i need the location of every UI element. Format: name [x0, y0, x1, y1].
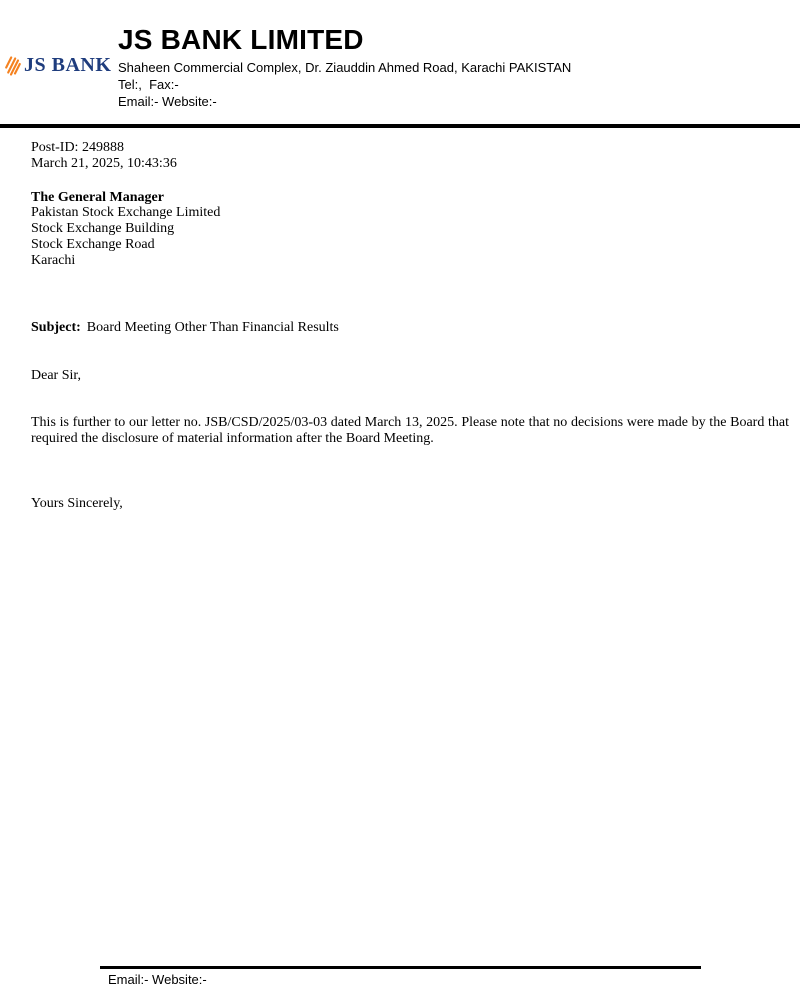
salutation: Dear Sir, [31, 368, 81, 384]
letter-meta [31, 140, 789, 172]
header-address: Shaheen Commercial Complex, Dr. Ziauddin Ahmed Road, Karachi PAKISTAN [118, 60, 572, 75]
post-id: Post-ID: 249888 [31, 140, 124, 155]
recipient-name: The General Manager [31, 189, 164, 205]
subject-text: Board Meeting Other Than Financial Results [86, 319, 339, 335]
letterhead [0, 0, 800, 110]
subject-label: Subject: [31, 319, 81, 335]
letterhead-text [118, 22, 571, 110]
closing: Yours Sincerely, [31, 495, 123, 511]
letter-content [0, 128, 800, 512]
jsbank-logo-text: JS BANK [24, 53, 112, 76]
recipient-line: Stock Exchange Road [31, 236, 155, 252]
subject-line [31, 320, 789, 336]
recipient-address [31, 190, 789, 269]
page-title: JS BANK LIMITED [118, 24, 364, 55]
footer-divider [100, 966, 701, 969]
recipient-line: Pakistan Stock Exchange Limited [31, 205, 221, 221]
jsbank-logo [0, 53, 118, 77]
jsbank-logo-stripes-icon [5, 53, 21, 77]
recipient-line: Karachi [31, 252, 76, 268]
body-paragraph: This is further to our letter no. JSB/CSD/2025/03-03 dated March 13, 2025. Please note that no decisions were made by the Board that required the disclosure of material information after the Board Meeting. [31, 415, 789, 446]
recipient-line: Stock Exchange Building [31, 221, 175, 237]
header-email-website: Email:- Website:- [118, 94, 217, 109]
letter-datetime: March 21, 2025, 10:43:36 [31, 155, 177, 171]
header-tel-fax: Tel:, Fax:- [118, 77, 179, 92]
footer-email-website: Email:- Website:- [108, 972, 207, 987]
